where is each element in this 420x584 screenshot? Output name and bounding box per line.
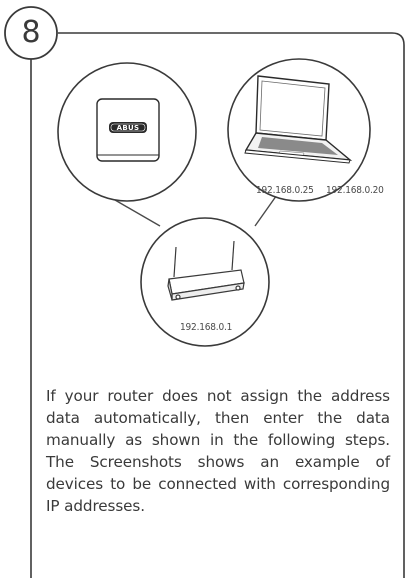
recorder-brand-label: ABUS — [116, 124, 140, 133]
recorder-router-link — [115, 200, 160, 226]
laptop-ip-label-a: 192.168.0.25 — [256, 185, 314, 196]
laptop-ip-label-b: 192.168.0.20 — [326, 185, 384, 196]
recorder-node — [58, 63, 196, 201]
instruction-text: If your router does not assign the address data automatically, then enter the data manually as shown in the following steps. The Screenshots shows an example of devices to be connected with corresponding IP addresses. — [46, 387, 390, 516]
step-number: 8 — [21, 15, 41, 50]
router-ip-label: 192.168.0.1 — [180, 322, 233, 333]
laptop-node — [228, 59, 370, 201]
